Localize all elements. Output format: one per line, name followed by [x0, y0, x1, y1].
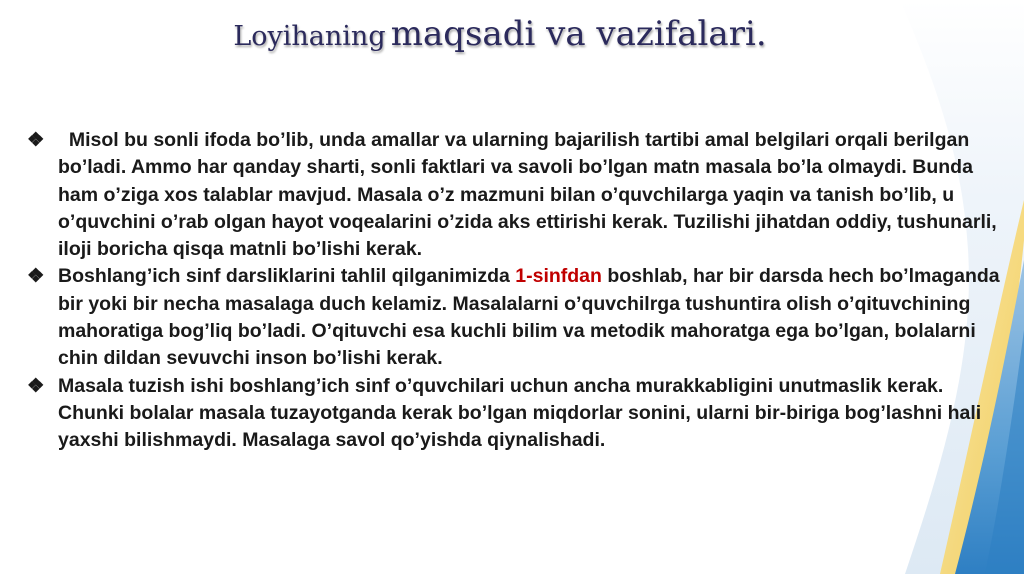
bullet-text: Misol bu sonli ifoda bo’lib, unda amallar va ularning bajarilish tartibi amal belgilari orqali berilgan bo’ladi. Ammo har qanday sharti, sonli faktlari va savoli bo’lgan matn masala bo’la olmaydi. Bunda ham o’ziga xos talablar mavjud. Masala o’z mazmuni bilan o’quvchilarga yaqin va tanish bo’lib, u o’quvchini o’rab olgan hayot voqealarini o’zida aks ettirishi kerak. Tuzilishi jihatdan oddiy, tushunarli, iloji boricha qisqa matnli bo’lishi kerak. [58, 129, 1003, 261]
bullet-text-before: Boshlang’ich sinf darsliklarini tahlil qilganimizda [58, 265, 516, 288]
bullet-item [27, 263, 1002, 372]
bullet-text: Masala tuzish ishi boshlang’ich sinf o’quvchilari uchun ancha murakkabligini unutmaslik kerak. Chunki bolalar masala tuzayotganda kerak bo’lgan miqdorlar sonini, ularni bir-biriga bog’lashni hali yaxshi bilishmaydi. Masalaga savol qo’yishda qiynalishadi. [58, 374, 982, 452]
slide-title [0, 14, 1000, 54]
title-part-2: maqsadi va vazifalari. [390, 14, 767, 54]
diamond-bullet-icon: ❖ [27, 374, 45, 397]
title-part-1: Loyihaning [233, 21, 386, 52]
bullet-list [27, 127, 1002, 455]
bullet-text-after: boshlab, har bir darsda hech bo’lmaganda bir yoki bir necha masalaga duch kelamiz. Masalalarni o’quvchilrga tushuntira olish o’qituvchining mahoratiga bog’liq bo’ladi. O’qituvchi esa kuchli bilim va metodik mahoratga ega bo’lgan, bolalarni chin dildan sevuvchi inson bo’lishi kerak. [58, 265, 1000, 370]
highlight-text: 1-sinfdan [515, 265, 602, 288]
bullet-item [27, 127, 1002, 263]
diamond-bullet-icon: ❖ [27, 129, 45, 151]
bullet-item [27, 373, 1002, 455]
bullet-text [58, 263, 1002, 372]
diamond-bullet-icon: ❖ [27, 265, 45, 288]
